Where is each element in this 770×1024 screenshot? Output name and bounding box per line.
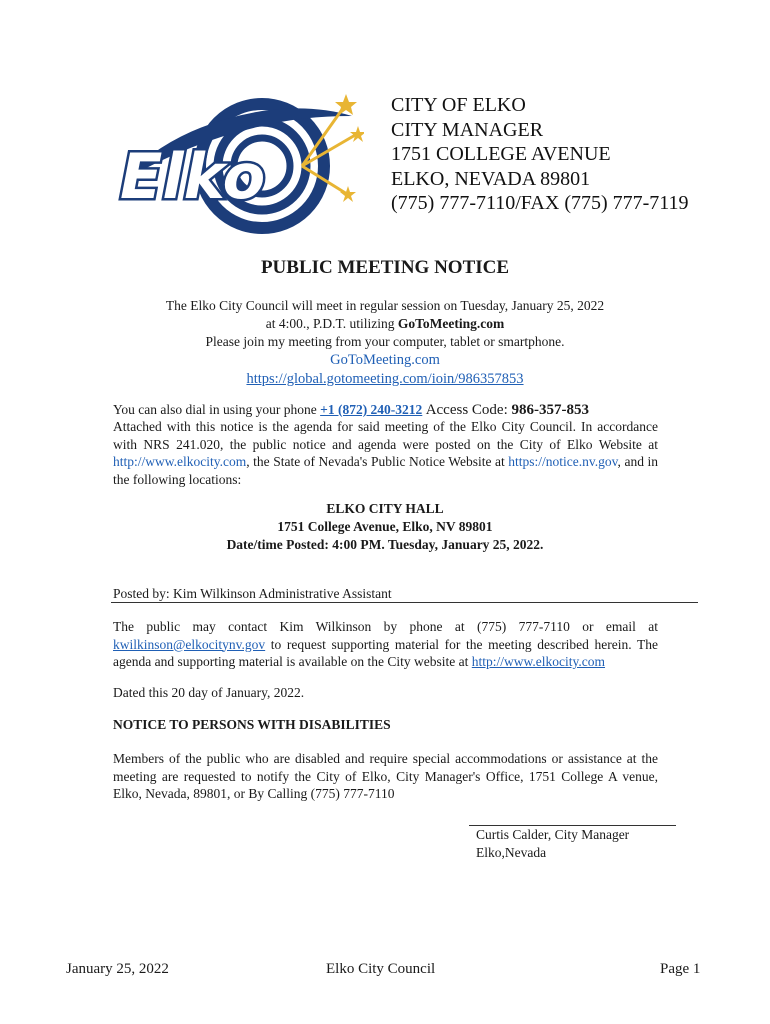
letterhead-citystate: ELKO, NEVADA 89801 [391, 167, 591, 190]
meeting-line-3: Please join my meeting from your computer, tablet or smartphone. [205, 334, 565, 349]
elkocity-website-link[interactable]: http://www.elkocity.com [471, 654, 606, 669]
footer-center: Elko City Council [326, 961, 436, 977]
disabilities-heading: NOTICE TO PERSONS WITH DISABILITIES [113, 717, 391, 732]
meeting-line-2: at 4:00., P.D.T. utilizing GoToMeeting.com [265, 316, 505, 331]
attached-paragraph: Attached with this notice is the agenda for said meeting of the Elko City Council. In accordance with NRS 241.020, the public notice and agenda were posted on the City of Elko Website at http://www.elkocity.com, the State of Nevada's Public Notice Website at https://notice.nv.gov, and in the following locations: [113, 419, 659, 487]
gotomeeting-link[interactable]: GoToMeeting.com [330, 352, 440, 368]
dial-phone-link[interactable]: +1 (872) 240-3212 [320, 402, 423, 417]
divider [111, 602, 698, 603]
location-posted: Date/time Posted: 4:00 PM. Tuesday, January 25, 2022. [226, 537, 544, 552]
elko-logo [112, 86, 364, 236]
letterhead-phone: (775) 777-7110/FAX (775) 777-7119 [391, 192, 689, 214]
disabilities-body: Members of the public who are disabled and require special accommodations or assistance at the meeting are requested to notify the City of Elko, City Manager's Office, 1751 College A venue, Elko, Nevada, 89801, or By Calling (775) 777-7110 [113, 751, 658, 801]
page-title: PUBLIC MEETING NOTICE [260, 257, 510, 278]
signature-name: Curtis Calder, City Manager [476, 827, 630, 842]
signature-block [476, 826, 629, 862]
access-code: 986-357-853 [511, 402, 589, 418]
letterhead-office: CITY MANAGER [391, 118, 544, 141]
meeting-line-1: The Elko City Council will meet in regular session on Tuesday, January 25, 2022 [165, 298, 605, 313]
meeting-url-link[interactable]: https://global.gotomeeting.com/ioin/986357853 [246, 371, 524, 387]
letterhead-city: CITY OF ELKO [391, 94, 526, 116]
dial-in-line: You can also dial in using your phone +1 (872) 240-3212 Access Code: 986-357-853 [113, 402, 589, 418]
posted-by: Posted by: Kim Wilkinson Administrative Assistant [113, 586, 392, 601]
notice-nv-link[interactable]: https://notice.nv.gov [508, 454, 618, 469]
contact-paragraph: The public may contact Kim Wilkinson by phone at (775) 777-7110 or email at kwilkinson@elkocitynv.gov to request supporting material for the meeting described herein. The agenda and supporting material is available on the City website at http://www.elkocity.com [113, 619, 658, 669]
letterhead [391, 93, 689, 216]
meeting-info [0, 297, 770, 389]
signature-place: Elko,Nevada [476, 845, 547, 860]
location-block [0, 500, 770, 554]
elkocity-link[interactable]: http://www.elkocity.com [113, 454, 247, 469]
location-address: 1751 College Avenue, Elko, NV 89801 [277, 519, 493, 534]
dated-line: Dated this 20 day of January, 2022. [113, 685, 305, 700]
location-name: ELKO CITY HALL [326, 501, 444, 516]
email-link[interactable]: kwilkinson@elkocitynv.gov [113, 636, 266, 652]
logo-text: Elko [120, 140, 266, 213]
footer-date: January 25, 2022 [66, 961, 169, 977]
footer-page: Page 1 [660, 961, 701, 977]
letterhead-street: 1751 COLLEGE AVENUE [391, 143, 611, 165]
gotomeeting-bold: GoToMeeting.com [397, 316, 505, 331]
